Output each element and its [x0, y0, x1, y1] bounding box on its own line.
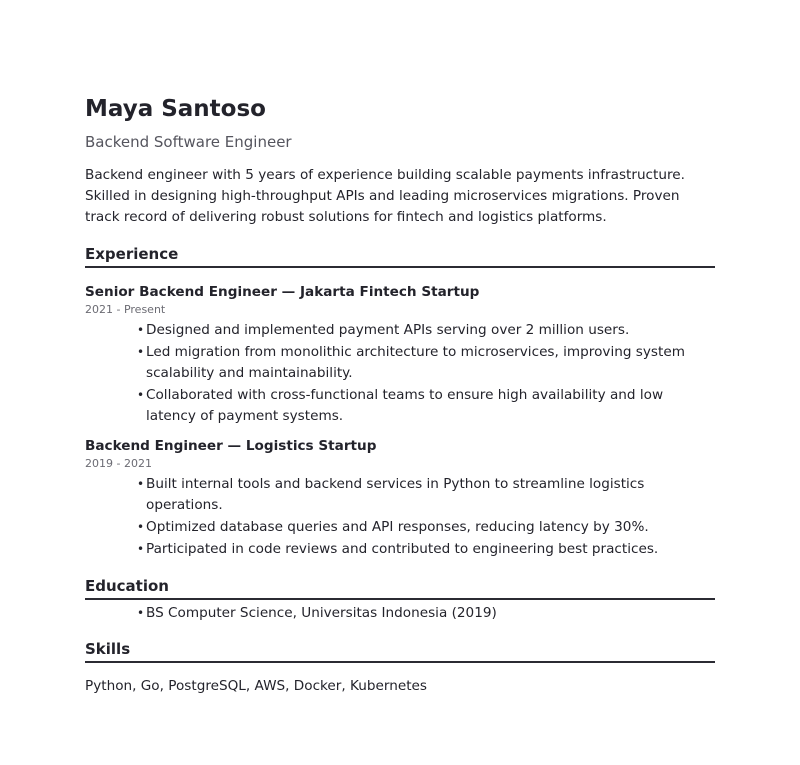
job-title: Backend Engineer — Logistics Startup	[85, 438, 377, 454]
candidate-name: Maya Santoso	[85, 96, 266, 122]
job-bullet	[137, 342, 715, 384]
job-bullet-text: Designed and implemented payment APIs serving over 2 million users.	[146, 322, 630, 338]
bullet-icon: •	[137, 323, 145, 337]
bullet-icon: •	[137, 388, 145, 402]
profile-summary: Backend engineer with 5 years of experience building scalable payments infrastructure. Skilled in designing high-throughput APIs and leading microservices migrations. Proven track record of delivering robust solutions for fintech and logistics platforms.	[85, 167, 685, 225]
job-entry	[85, 282, 715, 427]
bullet-icon: •	[137, 477, 145, 491]
section-title-skills: Skills	[85, 639, 715, 663]
job-bullet-text: Collaborated with cross-functional teams to ensure high availability and low latency of payment systems.	[146, 387, 664, 424]
section-title-experience: Experience	[85, 244, 715, 268]
skills-list: Python, Go, PostgreSQL, AWS, Docker, Kubernetes	[85, 678, 427, 694]
job-bullet-text: Led migration from monolithic architecture to microservices, improving system scalability and maintainability.	[146, 344, 685, 381]
job-bullet-text: Participated in code reviews and contributed to engineering best practices.	[146, 541, 659, 557]
education-item-text: BS Computer Science, Universitas Indonesia (2019)	[146, 605, 497, 621]
bullet-icon: •	[137, 520, 145, 534]
job-bullet-list	[85, 474, 715, 560]
job-bullet-text: Optimized database queries and API responses, reducing latency by 30%.	[146, 519, 649, 535]
job-bullet	[137, 385, 715, 427]
job-entry	[85, 436, 715, 560]
job-bullet	[137, 474, 715, 516]
bullet-icon: •	[137, 345, 145, 359]
job-bullet-list	[85, 320, 715, 427]
job-bullet	[137, 517, 715, 538]
bullet-icon: •	[137, 606, 145, 620]
education-item	[137, 603, 715, 624]
resume-content	[85, 93, 715, 697]
job-title: Senior Backend Engineer — Jakarta Fintech Startup	[85, 284, 480, 300]
candidate-role: Backend Software Engineer	[85, 133, 292, 151]
bullet-icon: •	[137, 542, 145, 556]
job-dates: 2021 - Present	[85, 303, 166, 316]
education-list	[85, 603, 715, 624]
job-bullet-text: Built internal tools and backend services in Python to streamline logistics operations.	[146, 476, 645, 513]
section-title-education: Education	[85, 576, 715, 600]
job-bullet	[137, 539, 715, 560]
job-bullet	[137, 320, 715, 341]
job-dates: 2019 - 2021	[85, 457, 152, 470]
